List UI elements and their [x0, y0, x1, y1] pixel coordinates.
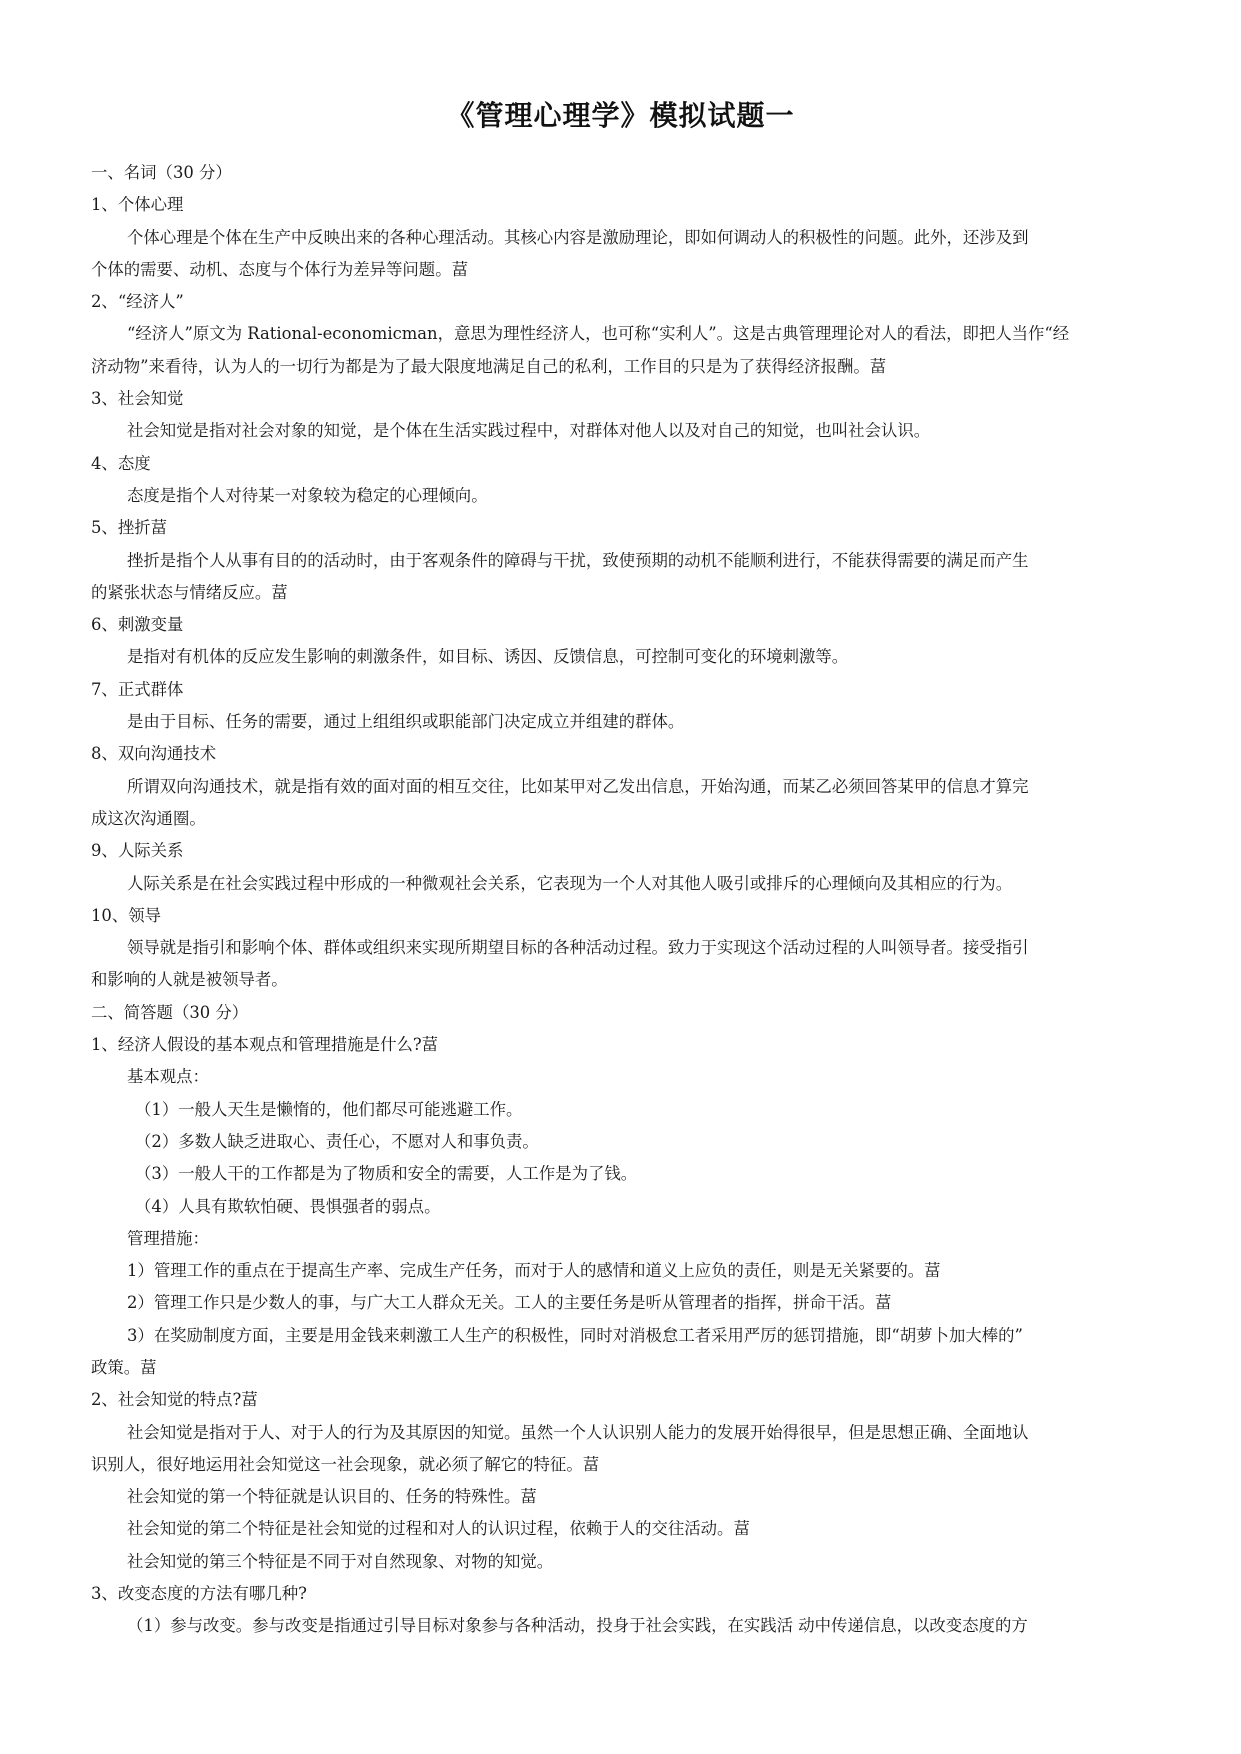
term-heading: 4、态度 — [91, 453, 151, 473]
paragraph-line: 是由于目标、任务的需要，通过上组组织或职能部门决定成立并组建的群体。 — [127, 712, 685, 732]
paragraph-line: 社会知觉是指对社会对象的知觉，是个体在生活实践过程中，对群体对他人以及对自己的知觉，也叫社会认识。 — [127, 421, 931, 441]
section-heading: 一、名词（30 分） — [91, 163, 232, 182]
paragraph-line: 所谓双向沟通技术，就是指有效的面对面的相互交往，比如某甲对乙发出信息，开始沟通，而某乙必须回答某甲的信息才算完 — [127, 776, 1029, 796]
paragraph-line: 济动物”来看待，认为人的一切行为都是为了最大限度地满足自己的私利，工作目的只是为了获得经济报酬。葍 — [91, 356, 887, 376]
paragraph-line: 社会知觉是指对于人、对于人的行为及其原因的知觉。虽然一个人认识别人能力的发展开始得很早，但是思想正确、全面地认 — [127, 1422, 1029, 1442]
list-item: 2）管理工作只是少数人的事，与广大工人群众无关。工人的主要任务是听从管理者的指挥，拼命干活。葍 — [127, 1293, 892, 1313]
term-heading: 3、社会知觉 — [91, 389, 184, 409]
list-item: （2）多数人缺乏进取心、责任心，不愿对人和事负责。 — [135, 1131, 539, 1151]
paragraph-line: 人际关系是在社会实践过程中形成的一种微观社会关系，它表现为一个人对其他人吸引或排斥的心理倾向及其相应的行为。 — [127, 873, 1013, 893]
paragraph-line: 社会知觉的第一个特征就是认识目的、任务的特殊性。葍 — [127, 1487, 537, 1507]
term-heading: 5、挫折葍 — [91, 518, 167, 538]
question-heading: 2、社会知觉的特点?葍 — [91, 1390, 258, 1410]
paragraph-line: 管理措施： — [127, 1228, 209, 1248]
paragraph-line: 社会知觉的第二个特征是社会知觉的过程和对人的认识过程，依赖于人的交往活动。葍 — [127, 1519, 750, 1539]
term-heading: 7、正式群体 — [91, 679, 184, 699]
paragraph-line: 社会知觉的第三个特征是不同于对自然现象、对物的知觉。 — [127, 1551, 554, 1571]
list-item: 1）管理工作的重点在于提高生产率、完成生产任务，而对于人的感情和道义上应负的责任，则是无关紧要的。葍 — [127, 1261, 941, 1281]
term-heading: 8、双向沟通技术 — [91, 744, 217, 764]
question-heading: 1、经济人假设的基本观点和管理措施是什么?葍 — [91, 1035, 439, 1055]
paragraph-line: “经济人”原文为 Rational-economicman，意思为理性经济人，也可称“实利人”。这是古典管理理论对人的看法，即把人当作“经 — [127, 324, 1070, 344]
term-heading: 9、人际关系 — [91, 841, 184, 861]
paragraph-line: 识别人，很好地运用社会知觉这一社会现象，就必须了解它的特征。葍 — [91, 1454, 600, 1474]
document-title: 《管理心理学》模拟试题一 — [446, 99, 795, 132]
document-body — [91, 157, 1156, 1643]
paragraph-line: 政策。葍 — [91, 1357, 157, 1377]
paragraph-line: 基本观点： — [127, 1067, 209, 1087]
term-heading: 1、个体心理 — [91, 195, 184, 215]
list-item: （3）一般人干的工作都是为了物质和安全的需要，人工作是为了钱。 — [135, 1164, 638, 1184]
paragraph-line: 挫折是指个人从事有目的的活动时，由于客观条件的障碍与干扰，致使预期的动机不能顺利进行，不能获得需要的满足而产生 — [127, 550, 1029, 570]
paragraph-line: 是指对有机体的反应发生影响的刺激条件，如目标、诱因、反馈信息，可控制可变化的环境刺激等。 — [127, 647, 849, 667]
list-item: （1）参与改变。参与改变是指通过引导目标对象参与各种活动，投身于社会实践，在实践活 动中传递信息，以改变态度的方 — [127, 1616, 1028, 1636]
paragraph-line: 和影响的人就是被领导者。 — [91, 970, 288, 990]
section-heading: 二、简答题（30 分） — [91, 1002, 249, 1022]
question-heading: 3、改变态度的方法有哪几种? — [91, 1584, 307, 1604]
paragraph-line: 态度是指个人对待某一对象较为稳定的心理倾向。 — [127, 485, 488, 505]
paragraph-line: 个体心理是个体在生产中反映出来的各种心理活动。其核心内容是激励理论，即如何调动人的积极性的问题。此外，还涉及到 — [127, 227, 1029, 247]
list-item: （4）人具有欺软怕硬、畏惧强者的弱点。 — [135, 1196, 441, 1216]
list-item: （1）一般人天生是懒惰的，他们都尽可能逃避工作。 — [135, 1099, 523, 1119]
paragraph-line: 成这次沟通圈。 — [91, 808, 206, 828]
paragraph-line: 的紧张状态与情绪反应。葍 — [91, 582, 288, 602]
paragraph-line: 个体的需要、动机、态度与个体行为差异等问题。葍 — [91, 259, 468, 279]
term-heading: 10、领导 — [91, 905, 162, 925]
term-heading: 6、刺激变量 — [91, 615, 184, 635]
list-item: 3）在奖励制度方面，主要是用金钱来刺激工人生产的积极性，同时对消极怠工者采用严厉的惩罚措施，即“胡萝卜加大棒的” — [127, 1325, 1023, 1345]
term-heading: 2、“经济人” — [91, 292, 184, 312]
paragraph-line: 领导就是指引和影响个体、群体或组织来实现所期望目标的各种活动过程。致力于实现这个活动过程的人叫领导者。接受指引 — [127, 938, 1029, 958]
